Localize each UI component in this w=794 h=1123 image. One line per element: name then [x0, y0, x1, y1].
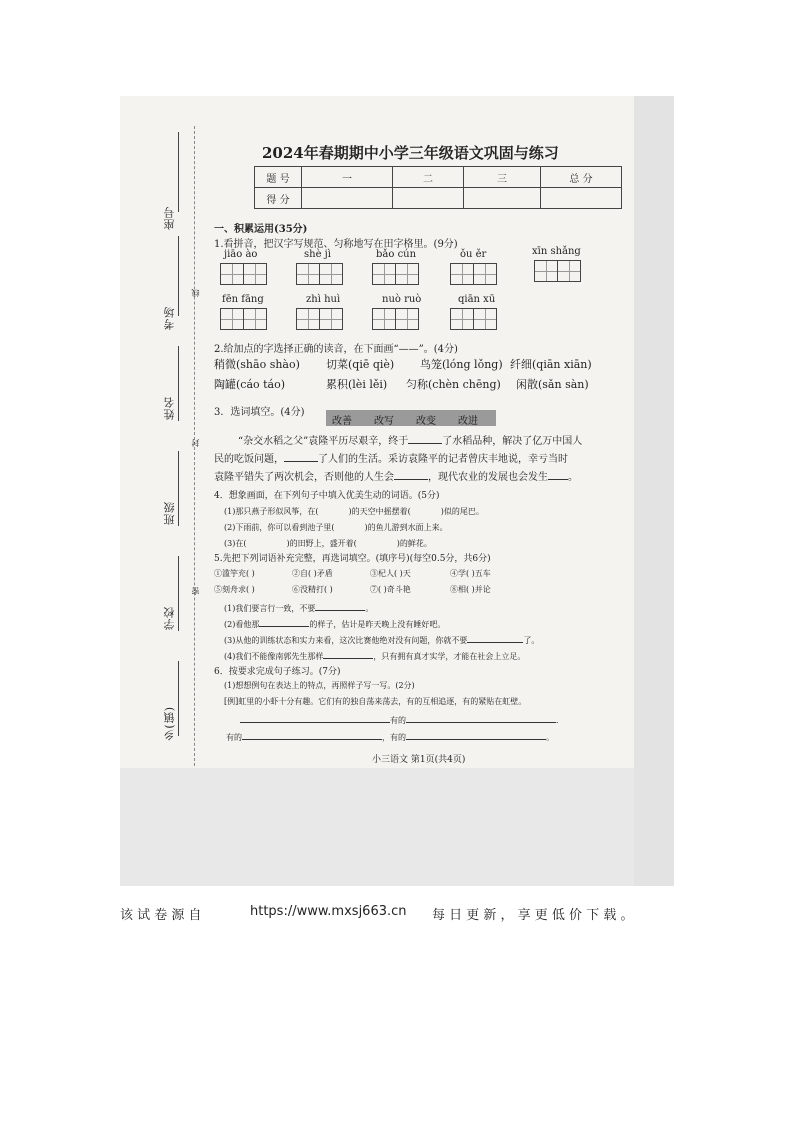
- scan-edge-bottom: [120, 768, 634, 886]
- tianzige-grid[interactable]: [220, 308, 267, 330]
- source-url-link[interactable]: https://www.mxsj663.cn: [250, 904, 407, 919]
- idiom-item[interactable]: ⑤刻舟求( ): [214, 585, 255, 594]
- score-input-cell[interactable]: [541, 188, 622, 209]
- q6-text: 有的: [226, 733, 242, 742]
- pinyin-label: zhì huì: [306, 294, 341, 305]
- q3-line1: [238, 432, 582, 447]
- word-option: 改进: [458, 416, 478, 427]
- q6-text: 。: [546, 733, 554, 742]
- blank-class: [178, 451, 179, 526]
- q3-blank[interactable]: [408, 433, 442, 444]
- blank-exam-room: [178, 236, 179, 316]
- q6-answer-line: [226, 729, 554, 743]
- q5-sentence: [224, 600, 373, 614]
- q3-blank[interactable]: [284, 451, 318, 462]
- exam-title: 2024年春期期中小学三年级语文巩固与练习: [262, 144, 559, 162]
- score-input-cell[interactable]: [302, 188, 393, 209]
- q5-text: 。: [365, 604, 374, 613]
- q4-blank[interactable]: [318, 504, 348, 514]
- q6-answer-line: [240, 712, 564, 726]
- q3-line3: [214, 468, 578, 483]
- label-class: 班级: [163, 501, 176, 525]
- word-option: 改善: [332, 416, 352, 427]
- q6-blank[interactable]: [406, 729, 546, 740]
- q3-text: 了人们的生活。采访袁隆平的记者曾庆丰地说，幸亏当时: [318, 454, 568, 465]
- q4-text: )的鲜花。: [396, 539, 432, 548]
- pronunciation-choice[interactable]: 累积(lèi lěi): [326, 378, 388, 391]
- section-heading: 一、积累运用(35分): [214, 224, 308, 235]
- score-header-cell: 总 分: [541, 167, 622, 188]
- q6-blank[interactable]: [406, 712, 556, 723]
- q5-text: (2)看他那: [224, 620, 260, 629]
- scanned-exam-page: [120, 96, 674, 886]
- pronunciation-choice[interactable]: 鸟笼(lóng lǒng): [420, 358, 503, 371]
- pinyin-label: nuò ruò: [382, 294, 422, 305]
- pinyin-label: shè jì: [304, 249, 331, 260]
- q4-blank[interactable]: [246, 536, 286, 546]
- q6-text: ．: [556, 716, 564, 725]
- idiom-item[interactable]: ④学( )五车: [450, 569, 491, 578]
- q3-line2: [214, 450, 568, 465]
- pinyin-label: ǒu ěr: [460, 249, 487, 260]
- score-table: [254, 166, 622, 209]
- pinyin-label: fēn fāng: [222, 294, 264, 305]
- q5-blank[interactable]: [315, 600, 365, 611]
- tianzige-grid[interactable]: [220, 263, 267, 285]
- tianzige-grid[interactable]: [534, 260, 581, 282]
- q5-blank[interactable]: [467, 632, 523, 643]
- tianzige-grid[interactable]: [296, 308, 343, 330]
- tianzige-grid[interactable]: [450, 263, 497, 285]
- q4-text: )的天空中摇摆着(: [348, 507, 411, 516]
- pronunciation-choice[interactable]: 陶罐(cáo táo): [214, 378, 286, 391]
- q4-sentence: [224, 536, 432, 549]
- q3-text: ，现代农业的发展也会发生: [428, 472, 548, 483]
- q5-text: 了。: [523, 636, 540, 645]
- word-option: 改变: [416, 416, 436, 427]
- q3-text: 了水稻品种，解决了亿万中国人: [442, 436, 583, 447]
- score-header-cell: 一: [302, 167, 393, 188]
- pronunciation-choice[interactable]: 纤细(qiān xiān): [510, 358, 592, 371]
- scan-edge-right: [634, 96, 674, 886]
- q4-blank[interactable]: [357, 536, 397, 546]
- q4-sentence: [224, 504, 484, 517]
- idiom-item[interactable]: ②自( )矛盾: [292, 569, 333, 578]
- tianzige-grid[interactable]: [372, 308, 419, 330]
- q6-subprompt: (1)想想例句在表达上的特点，再照样子写一写。(2分): [224, 681, 415, 690]
- blank-town: [178, 661, 179, 736]
- page-number: 小三语文 第1页(共4页): [372, 755, 466, 765]
- q4-text: (1)那只燕子形似风筝，在(: [224, 507, 319, 516]
- q6-text: 有的: [390, 716, 406, 725]
- score-header-cell: 三: [464, 167, 541, 188]
- q5-text: (1)我们要言行一致，不要: [224, 604, 316, 613]
- source-prefix: 该 试 卷 源 自: [120, 908, 202, 923]
- q6-text: ，有的: [382, 733, 406, 742]
- q5-blank[interactable]: [323, 648, 373, 659]
- q3-prompt: 3．选词填空。(4分): [214, 407, 305, 418]
- score-row-label: 得 分: [255, 188, 302, 209]
- pinyin-label: qiān xū: [458, 294, 496, 305]
- q3-text: 袁隆平错失了两次机会，否则他的人生会: [214, 472, 394, 483]
- pronunciation-choice[interactable]: 切菜(qiē qiè): [326, 358, 395, 371]
- source-suffix: 每 日 更 新 ， 享 更 低 价 下 载 。: [432, 908, 634, 923]
- q6-blank[interactable]: [240, 712, 390, 723]
- q3-text: 。: [568, 472, 578, 483]
- q5-text: (4)我们不能像南郭先生那样: [224, 652, 324, 661]
- q4-text: (3)在(: [224, 539, 247, 548]
- score-input-cell[interactable]: [393, 188, 464, 209]
- label-school: 学校: [163, 606, 176, 630]
- idiom-item[interactable]: ⑦( )奇斗艳: [370, 585, 411, 594]
- q5-text: ，只有拥有真才实学，才能在社会上立足。: [373, 652, 526, 661]
- label-name: 姓名: [163, 396, 176, 420]
- q5-sentence: [224, 648, 525, 662]
- q4-prompt: 4．想象画面，在下列句子中填入优美生动的词语。(5分): [214, 491, 440, 501]
- pinyin-label: bǎo cún: [376, 249, 417, 260]
- score-table-row: [255, 167, 622, 188]
- word-option: 改写: [374, 416, 394, 427]
- q3-blank[interactable]: [548, 469, 568, 480]
- seal-mark-secret: 密: [191, 586, 200, 595]
- seal-mark-seal: 封: [191, 438, 200, 447]
- pronunciation-choice[interactable]: 稍微(shāo shào): [214, 358, 300, 371]
- idiom-item[interactable]: ⑧相( )并论: [450, 585, 491, 594]
- label-exam-room: 考场: [163, 306, 176, 330]
- q3-text: “杂交水稻之父”袁隆平历尽艰辛，终于: [238, 436, 409, 447]
- q4-blank[interactable]: [334, 520, 364, 530]
- score-header-cell: 题 号: [255, 167, 302, 188]
- idiom-item[interactable]: ⑥没精打( ): [292, 585, 333, 594]
- tianzige-grid[interactable]: [450, 308, 497, 330]
- q4-blank[interactable]: [411, 504, 441, 514]
- q5-prompt: 5.先把下列词语补充完整，再选词填空。(填序号)(每空0.5分，共6分): [214, 554, 491, 564]
- exam-paper: [120, 96, 634, 768]
- blank-seat-number: [178, 132, 179, 212]
- source-footer: [0, 904, 794, 924]
- q5-text: 的样子，估计是昨天晚上没有睡好吧。: [309, 620, 446, 629]
- q2-prompt: 2.给加点的字选择正确的读音，在下面画“——”。(4分): [214, 344, 458, 355]
- score-table-row: [255, 188, 622, 209]
- q6-example: [例]虹里的小虾十分有趣。它们有的独自荡来荡去，有的互相追逐，有的紧贴在虹壁。: [224, 697, 527, 706]
- q3-blank[interactable]: [394, 469, 428, 480]
- q5-sentence: [224, 616, 445, 630]
- score-input-cell[interactable]: [464, 188, 541, 209]
- q6-prompt: 6．按要求完成句子练习。(7分): [214, 667, 341, 677]
- q5-blank[interactable]: [259, 616, 309, 627]
- q4-text: )的鱼儿游到水面上来。: [364, 523, 448, 532]
- label-town: 乡(镇): [163, 706, 176, 741]
- q4-text: )似的尾巴。: [440, 507, 484, 516]
- q3-text: 民的吃饭问题，: [214, 454, 284, 465]
- tianzige-grid[interactable]: [372, 263, 419, 285]
- q5-sentence: [224, 632, 539, 646]
- blank-school: [178, 556, 179, 631]
- q4-text: )的田野上，盛开着(: [286, 539, 357, 548]
- pinyin-label: jiāo ào: [224, 249, 258, 260]
- q5-text: (3)从他的训练状态和实力来看，这次比赛他绝对没有问题，你就不要: [224, 636, 468, 645]
- idiom-item[interactable]: ①滥竽充( ): [214, 569, 255, 578]
- label-seat-number: 座号: [163, 206, 176, 230]
- blank-name: [178, 346, 179, 421]
- pronunciation-choice[interactable]: 闲散(sǎn sàn): [516, 378, 589, 391]
- idiom-item[interactable]: ③杞人( )天: [370, 569, 411, 578]
- q4-text: (2)下雨前，你可以看到池子里(: [224, 523, 335, 532]
- pronunciation-choice[interactable]: 匀称(chèn chēng): [406, 378, 501, 391]
- tianzige-grid[interactable]: [296, 263, 343, 285]
- score-header-cell: 二: [393, 167, 464, 188]
- q6-blank[interactable]: [242, 729, 382, 740]
- seal-mark-line: 线: [191, 288, 200, 297]
- q1-prompt: 1.看拼音，把汉字写规范、匀称地写在田字格里。(9分): [214, 239, 458, 250]
- q4-sentence: [224, 520, 448, 533]
- pinyin-label: xīn shǎng: [532, 246, 581, 257]
